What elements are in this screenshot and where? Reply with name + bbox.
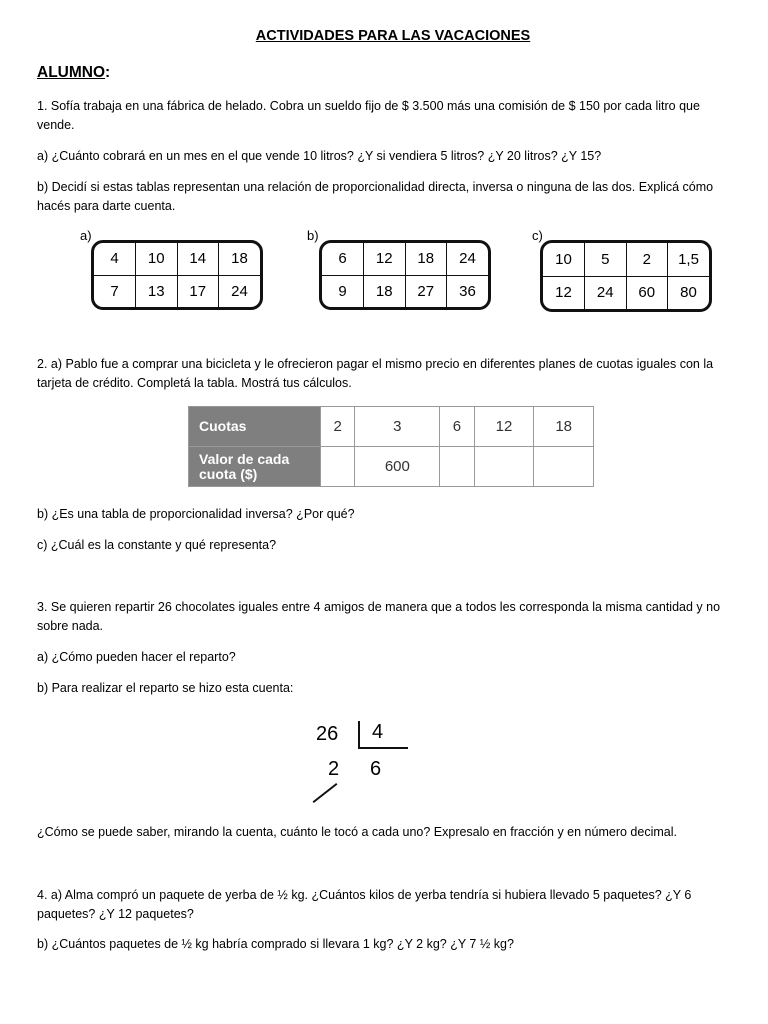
quotient: 6 — [370, 758, 382, 780]
table-cell: 18 — [364, 275, 406, 307]
table-cell: 12 — [543, 276, 585, 309]
table-cell: 10 — [543, 243, 585, 276]
table-cell: 18 — [534, 407, 594, 447]
q2-intro: 2. a) Pablo fue a comprar una bicicleta y le ofrecieron pagar el mismo precio en diferentes planes de cuotas iguales con la tarjeta de crédito. Completá la tabla. Mostrá tus cálculos. — [37, 357, 714, 390]
table-cell: 13 — [136, 275, 178, 307]
table-cell — [534, 447, 594, 487]
table-cell: 36 — [447, 275, 489, 307]
table-a-label: a) — [80, 228, 92, 243]
table-c-label: c) — [532, 228, 543, 243]
division-figure — [310, 716, 420, 806]
table-cell: 18 — [219, 243, 261, 275]
table-cell: 24 — [585, 276, 627, 309]
table-cell: 24 — [219, 275, 261, 307]
cuotas-header: Cuotas — [189, 407, 321, 447]
table-cell: 7 — [94, 275, 136, 307]
table-b-label: b) — [307, 228, 319, 243]
remainder: 2 — [328, 758, 340, 780]
table-cell: 24 — [447, 243, 489, 275]
student-name-label — [37, 64, 110, 82]
table-cell: 6 — [322, 243, 364, 275]
q3-question: ¿Cómo se puede saber, mirando la cuenta, cuánto le tocó a cada uno? Expresalo en fracción y en número decimal. — [37, 825, 677, 839]
table-cell: 600 — [355, 447, 440, 487]
q1-a: a) ¿Cuánto cobrará en un mes en el que vende 10 litros? ¿Y si vendiera 5 litros? ¿Y 20 litros? ¿Y 15? — [37, 149, 602, 163]
dividend: 26 — [316, 723, 339, 745]
table-cell: 10 — [136, 243, 178, 275]
q2-c: c) ¿Cuál es la constante y qué representa? — [37, 538, 277, 552]
q1-intro: 1. Sofía trabaja en una fábrica de helado. Cobra un sueldo fijo de $ 3.500 más una comisión de $ 150 por cada litro que vende. — [37, 99, 700, 132]
q4-a: 4. a) Alma compró un paquete de yerba de ½ kg. ¿Cuántos kilos de yerba tendría si hubiera llevado 5 paquetes? ¿Y 6 paquetes? ¿Y 12 paquetes? — [37, 888, 692, 921]
table-cell: 80 — [668, 276, 710, 309]
table-cell: 3 — [355, 407, 440, 447]
q3-a: a) ¿Cómo pueden hacer el reparto? — [37, 650, 236, 664]
table-cell: 4 — [94, 243, 136, 275]
table-cell: 17 — [177, 275, 219, 307]
q4-b: b) ¿Cuántos paquetes de ½ kg habría comprado si llevara 1 kg? ¿Y 2 kg? ¿Y 7 ½ kg? — [37, 937, 514, 951]
table-cell: 60 — [626, 276, 668, 309]
proportion-table-c — [540, 240, 712, 312]
table-cell: 1,5 — [668, 243, 710, 276]
division-vertical-line — [358, 721, 360, 749]
proportion-table-b — [319, 240, 491, 310]
q3-b: b) Para realizar el reparto se hizo esta cuenta: — [37, 681, 294, 695]
table-cell: 2 — [626, 243, 668, 276]
table-cell: 18 — [405, 243, 447, 275]
table-cell: 14 — [177, 243, 219, 275]
table-cell: 9 — [322, 275, 364, 307]
table-cell: 6 — [440, 407, 474, 447]
table-cell: 12 — [364, 243, 406, 275]
table-cell: 2 — [321, 407, 355, 447]
valor-cuota-header: Valor de cada cuota ($) — [189, 447, 321, 487]
proportion-table-a — [91, 240, 263, 310]
table-cell — [321, 447, 355, 487]
q2-b: b) ¿Es una tabla de proporcionalidad inversa? ¿Por qué? — [37, 507, 355, 521]
table-cell: 27 — [405, 275, 447, 307]
alumno-colon: : — [105, 64, 111, 81]
table-cell: 5 — [585, 243, 627, 276]
page-title: ACTIVIDADES PARA LAS VACACIONES — [255, 28, 531, 44]
alumno-text: ALUMNO — [37, 64, 106, 81]
installments-table — [188, 406, 594, 487]
q1-b: b) Decidí si estas tablas representan una relación de proporcionalidad directa, inversa o ninguna de las dos. Explicá cómo hacés para darte cuenta. — [37, 180, 714, 213]
table-cell — [440, 447, 474, 487]
table-cell — [474, 447, 534, 487]
q3-intro: 3. Se quieren repartir 26 chocolates iguales entre 4 amigos de manera que a todos les corresponda la misma cantidad y no sobre nada. — [37, 600, 721, 633]
division-horizontal-line — [358, 747, 408, 749]
divisor: 4 — [372, 721, 384, 743]
table-cell: 12 — [474, 407, 534, 447]
division-slash — [313, 783, 338, 803]
